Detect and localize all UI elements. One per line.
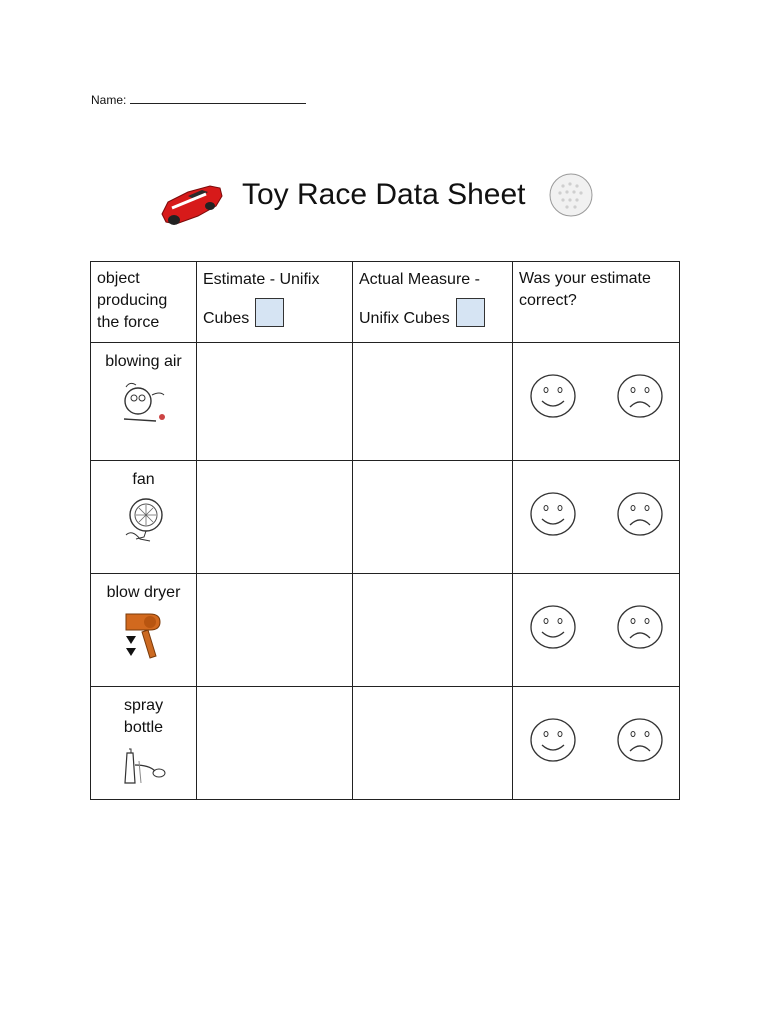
object-cell <box>91 461 197 574</box>
name-label: Name: <box>91 93 127 107</box>
actual-cell[interactable] <box>353 461 513 574</box>
happy-face-icon[interactable] <box>529 491 577 537</box>
table-header-row <box>91 262 680 343</box>
table-row <box>91 343 680 461</box>
object-label: spray bottle <box>123 697 164 736</box>
unifix-cube-icon <box>255 298 284 327</box>
estimate-cell[interactable] <box>197 461 353 574</box>
sad-face-icon[interactable] <box>616 717 664 763</box>
actual-cell[interactable] <box>353 574 513 687</box>
sad-face-icon[interactable] <box>616 491 664 537</box>
header-estimate-label: Estimate - Unifix Cubes <box>203 271 320 327</box>
sad-face-icon[interactable] <box>616 604 664 650</box>
estimate-cell[interactable] <box>197 687 353 800</box>
header-actual-label: Actual Measure - Unifix Cubes <box>359 271 480 327</box>
faces-cell <box>513 687 680 800</box>
fan-icon <box>120 495 168 545</box>
faces-cell <box>513 343 680 461</box>
table-row <box>91 574 680 687</box>
unifix-cube-icon <box>456 298 485 327</box>
header-cell-actual <box>353 262 513 343</box>
header-cell-estimate <box>197 262 353 343</box>
name-field[interactable] <box>91 93 306 107</box>
table-row <box>91 461 680 574</box>
faces-cell <box>513 461 680 574</box>
faces-cell <box>513 574 680 687</box>
blowing-character-icon <box>116 377 172 427</box>
golf-ball-icon <box>548 172 594 218</box>
data-table <box>90 261 680 800</box>
happy-face-icon[interactable] <box>529 604 577 650</box>
happy-face-icon[interactable] <box>529 373 577 419</box>
title-area <box>140 158 610 238</box>
happy-face-icon[interactable] <box>529 717 577 763</box>
name-blank-line[interactable] <box>130 93 306 104</box>
actual-cell[interactable] <box>353 343 513 461</box>
toy-race-car-icon <box>158 174 226 228</box>
header-object-label: object producing the force <box>97 270 168 331</box>
sad-face-icon[interactable] <box>616 373 664 419</box>
object-cell <box>91 574 197 687</box>
object-label: blow dryer <box>106 584 181 601</box>
header-cell-object <box>91 262 197 343</box>
object-cell <box>91 343 197 461</box>
hair-dryer-icon <box>122 608 166 660</box>
estimate-cell[interactable] <box>197 343 353 461</box>
header-cell-correct <box>513 262 680 343</box>
actual-cell[interactable] <box>353 687 513 800</box>
page-title: Toy Race Data Sheet <box>242 178 526 211</box>
header-correct-label: Was your estimate correct? <box>519 270 651 309</box>
table-row <box>91 687 680 800</box>
estimate-cell[interactable] <box>197 574 353 687</box>
object-label: fan <box>132 471 155 488</box>
spray-bottle-icon <box>119 743 169 789</box>
object-label: blowing air <box>105 353 182 370</box>
object-cell <box>91 687 197 800</box>
